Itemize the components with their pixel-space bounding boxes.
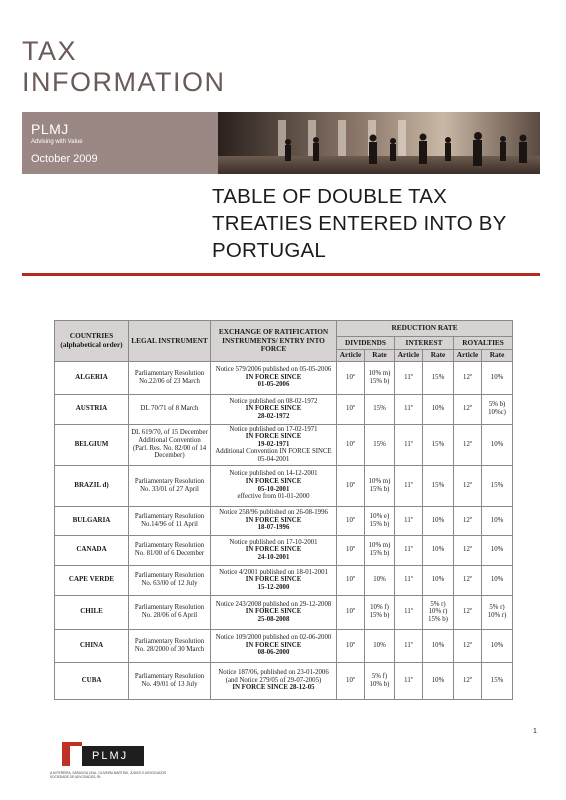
- interest-rate: 10%: [431, 546, 445, 554]
- header-exchange-ratification: EXCHANGE OF RATIFICATION INSTRUMENTS/ ENTRY INTO FORCE: [211, 321, 337, 362]
- country-cell: [55, 565, 129, 595]
- country-cell: [55, 535, 129, 565]
- interest-article-cell: [395, 629, 423, 662]
- dividends-rate-cell: [365, 565, 395, 595]
- country-name: BELGIUM: [74, 439, 109, 448]
- dividends-rate-cell: [365, 535, 395, 565]
- royalties-rate-cell: [482, 565, 513, 595]
- country-cell: [55, 506, 129, 535]
- document-title: [212, 183, 542, 264]
- dividends-article-cell: [337, 424, 365, 465]
- footer-logo: [50, 742, 210, 782]
- interest-article-cell: [395, 361, 423, 394]
- royalties-article: 12º: [463, 641, 472, 649]
- royalties-rate: 5% r): [489, 604, 505, 612]
- header-rate: Rate: [365, 350, 395, 362]
- interest-article-cell: [395, 535, 423, 565]
- interest-article-cell: [395, 465, 423, 506]
- royalties-article: 12º: [463, 373, 472, 381]
- header-countries: COUNTRIES (alphabetical order): [55, 321, 129, 362]
- legal-instrument-text: Parliamentary Resolution No.22/06 of 23 March: [134, 369, 205, 385]
- interest-rate: 10%: [431, 576, 445, 584]
- legal-instrument-cell: [129, 424, 211, 465]
- dividends-rate: 10% f): [370, 604, 389, 612]
- legal-instrument-cell: [129, 595, 211, 629]
- legal-instrument-text: DL 70/71 of 8 March: [140, 405, 199, 413]
- legal-instrument-cell: [129, 394, 211, 424]
- dividends-article: 10º: [346, 641, 355, 649]
- header-article: Article: [337, 350, 365, 362]
- in-force-text: IN FORCE SINCE: [245, 477, 302, 485]
- royalties-rate: 15%: [490, 676, 504, 684]
- royalties-article: 12º: [463, 576, 472, 584]
- exchange-cell: [211, 565, 337, 595]
- banner: [22, 112, 540, 174]
- table-row: [55, 535, 513, 565]
- notice-note: Additional Convention IN FORCE SINCE 05-04-2001: [215, 448, 332, 463]
- royalties-rate: 5% b): [488, 401, 506, 409]
- interest-article-cell: [395, 565, 423, 595]
- royalties-rate-cell: [482, 424, 513, 465]
- notice-text: Notice 187/06, published on 23-01-2006 (and Notice 279/05 of 29-07-2005): [218, 669, 329, 684]
- header-article: Article: [454, 350, 482, 362]
- in-force-text: 28-02-1972: [257, 412, 290, 420]
- table-row: [55, 361, 513, 394]
- dividends-rate: 10% b): [369, 680, 390, 688]
- royalties-article-cell: [454, 662, 482, 699]
- royalties-rate: 10%: [490, 576, 504, 584]
- dividends-rate: 15%: [373, 440, 386, 448]
- royalties-article: 12º: [463, 546, 472, 554]
- interest-article: 11º: [404, 576, 413, 584]
- exchange-cell: [211, 394, 337, 424]
- in-force-text: 15-12-2000: [257, 583, 290, 591]
- royalties-rate: 10%: [490, 516, 504, 524]
- banner-brand-panel: [22, 112, 218, 174]
- in-force-text: 05-10-2001: [257, 485, 290, 493]
- interest-rate: 10% r): [428, 608, 448, 616]
- dividends-article-cell: [337, 595, 365, 629]
- dividends-article: 10º: [346, 373, 355, 381]
- in-force-text: 19-02-1971: [257, 440, 290, 448]
- interest-rate: 10%: [431, 641, 445, 649]
- legal-instrument-cell: [129, 662, 211, 699]
- royalties-article-cell: [454, 535, 482, 565]
- in-force-text: IN FORCE SINCE: [245, 433, 302, 441]
- dividends-article: 10º: [346, 405, 355, 413]
- royalties-rate: 10% r): [487, 612, 507, 619]
- banner-photo: [218, 112, 540, 174]
- heading-line-tax: TAX: [22, 36, 78, 66]
- legal-instrument-cell: [129, 361, 211, 394]
- notice-text: Notice published on 14-12-2001: [229, 470, 318, 478]
- royalties-article-cell: [454, 361, 482, 394]
- header-rate: Rate: [423, 350, 454, 362]
- legal-instrument-text: Parliamentary Resolution No. 63/00 of 12 July: [134, 572, 205, 587]
- table-row: [55, 465, 513, 506]
- dividends-article-cell: [337, 535, 365, 565]
- dividends-rate-cell: [365, 394, 395, 424]
- notice-note: effective from 01-01-2000: [237, 493, 310, 501]
- royalties-rate-cell: [482, 506, 513, 535]
- country-name: CHINA: [79, 640, 104, 649]
- country-name: CAPE VERDE: [68, 575, 115, 584]
- exchange-cell: [211, 361, 337, 394]
- firm-line-2: SOCIEDADE DE ADVOGADOS, RL: [50, 775, 102, 779]
- heading-line-information: INFORMATION: [22, 67, 226, 97]
- royalties-article-cell: [454, 565, 482, 595]
- interest-rate-cell: [423, 394, 454, 424]
- interest-rate-cell: [423, 465, 454, 506]
- dividends-article: 10º: [346, 546, 355, 554]
- country-cell: [55, 465, 129, 506]
- interest-article-cell: [395, 595, 423, 629]
- in-force-text: 18-07-1996: [257, 524, 290, 532]
- in-force-text: IN FORCE SINCE: [245, 576, 302, 584]
- table-row: [55, 506, 513, 535]
- interest-rate-cell: [423, 629, 454, 662]
- exchange-cell: [211, 535, 337, 565]
- royalties-rate-cell: [482, 361, 513, 394]
- page-number: 1: [533, 728, 537, 735]
- interest-article: 11º: [404, 608, 413, 616]
- dividends-article-cell: [337, 361, 365, 394]
- document-title-line-1: TABLE OF DOUBLE TAX: [212, 185, 448, 208]
- dividends-rate: 15%: [373, 405, 386, 413]
- country-name: BULGARIA: [72, 515, 111, 524]
- interest-article: 11º: [404, 516, 413, 524]
- table-row: [55, 394, 513, 424]
- interest-article-cell: [395, 662, 423, 699]
- brand-tagline: Advising with Value: [31, 139, 83, 145]
- country-name: CANADA: [76, 545, 107, 554]
- notice-text: Notice 4/2001 published on 18-01-2001: [219, 568, 328, 576]
- royalties-rate-cell: [482, 465, 513, 506]
- interest-rate-cell: [423, 506, 454, 535]
- royalties-article-cell: [454, 506, 482, 535]
- royalties-rate: 10%: [490, 641, 504, 649]
- country-cell: [55, 361, 129, 394]
- dividends-rate-cell: [365, 662, 395, 699]
- royalties-rate: 15%: [490, 481, 504, 489]
- in-force-text: 08-06-2000: [257, 649, 290, 657]
- royalties-article-cell: [454, 465, 482, 506]
- in-force-text: IN FORCE SINCE: [245, 641, 302, 649]
- interest-rate: 5% r): [430, 600, 446, 608]
- royalties-article: 12º: [463, 676, 472, 684]
- royalties-rate-cell: [482, 629, 513, 662]
- legal-instrument-cell: [129, 629, 211, 662]
- dividends-article: 10º: [346, 608, 355, 616]
- legal-instrument-text: Parliamentary Resolution No. 49/01 of 13 July: [134, 672, 205, 688]
- table-body: [55, 361, 513, 699]
- country-cell: [55, 595, 129, 629]
- interest-rate: 15%: [431, 481, 445, 489]
- header-article: Article: [395, 350, 423, 362]
- dividends-article-cell: [337, 565, 365, 595]
- firm-name-fineprint: [50, 771, 250, 779]
- notice-text: Notice 258/96 published on 26-08-1996: [219, 509, 328, 517]
- document-title-line-3: PORTUGAL: [212, 239, 326, 262]
- notice-text: Notice published on 08-02-1972: [229, 397, 318, 405]
- exchange-cell: [211, 595, 337, 629]
- in-force-text: 24-10-2001: [257, 553, 290, 561]
- exchange-cell: [211, 629, 337, 662]
- dividends-rate-cell: [365, 465, 395, 506]
- tax-information-heading: [22, 36, 322, 98]
- dividends-rate-cell: [365, 506, 395, 535]
- dividends-article-cell: [337, 662, 365, 699]
- dividends-article: 10º: [346, 516, 355, 524]
- in-force-text: 01-05-2006: [257, 381, 290, 389]
- logo-mark: [62, 742, 82, 766]
- in-force-text: IN FORCE SINCE: [245, 373, 302, 381]
- notice-text: Notice published on 17-10-2001: [229, 538, 318, 546]
- legal-instrument-text: Parliamentary Resolution No. 28/2000 of 30 March: [134, 637, 205, 653]
- title-divider: [22, 273, 540, 276]
- interest-rate-cell: [423, 361, 454, 394]
- issue-date: October 2009: [31, 153, 98, 165]
- header-royalties: ROYALTIES: [454, 337, 513, 350]
- interest-rate: 10%: [431, 676, 445, 684]
- table-row: [55, 424, 513, 465]
- dividends-rate: 5% f): [371, 672, 388, 680]
- dividends-article: 10º: [346, 481, 355, 489]
- royalties-article-cell: [454, 629, 482, 662]
- table-row: [55, 629, 513, 662]
- interest-rate: 10%: [431, 405, 445, 413]
- interest-article: 11º: [404, 440, 413, 448]
- interest-rate: 15%: [431, 373, 445, 381]
- legal-instrument-text: DL 619/70, of 15 December Additional Convention (Parl. Res. No. 82/00 of 14 December): [131, 429, 208, 460]
- royalties-article: 12º: [463, 608, 472, 616]
- interest-article: 11º: [404, 641, 413, 649]
- dividends-rate: 10% e): [369, 512, 390, 520]
- royalties-article: 12º: [463, 481, 472, 489]
- dividends-rate: 10%: [373, 641, 386, 649]
- interest-rate: 15% b): [428, 615, 448, 623]
- dividends-rate: 10% m): [368, 542, 391, 550]
- interest-article-cell: [395, 424, 423, 465]
- royalties-article-cell: [454, 394, 482, 424]
- royalties-article-cell: [454, 595, 482, 629]
- dividends-rate-cell: [365, 595, 395, 629]
- interest-article: 11º: [404, 481, 413, 489]
- royalties-rate-cell: [482, 394, 513, 424]
- country-name: CUBA: [81, 675, 102, 684]
- exchange-cell: [211, 465, 337, 506]
- interest-article: 11º: [404, 546, 413, 554]
- header-interest: INTEREST: [395, 337, 454, 350]
- interest-rate-cell: [423, 535, 454, 565]
- dividends-article-cell: [337, 465, 365, 506]
- dividends-rate: 15% b): [369, 377, 390, 385]
- in-force-text: IN FORCE SINCE: [245, 546, 302, 554]
- dividends-rate-cell: [365, 424, 395, 465]
- notice-text: Notice 109/2000 published on 02-06-2000: [215, 634, 332, 642]
- royalties-article: 12º: [463, 516, 472, 524]
- dividends-article: 10º: [346, 440, 355, 448]
- notice-text: Notice 579/2006 published on 05-05-2006: [215, 366, 332, 374]
- country-name: ALGERIA: [75, 372, 108, 381]
- royalties-article: 12º: [463, 440, 472, 448]
- table-row: [55, 662, 513, 699]
- royalties-article-cell: [454, 424, 482, 465]
- dividends-article: 10º: [346, 676, 355, 684]
- dividends-rate: 15% b): [369, 485, 390, 493]
- country-name: AUSTRIA: [75, 404, 108, 413]
- dividends-rate: 15% b): [369, 520, 390, 528]
- legal-instrument-cell: [129, 565, 211, 595]
- country-cell: [55, 662, 129, 699]
- exchange-cell: [211, 662, 337, 699]
- table-row: [55, 565, 513, 595]
- dividends-article-cell: [337, 394, 365, 424]
- notice-text: Notice published on 17-02-1971: [229, 425, 318, 433]
- legal-instrument-text: Parliamentary Resolution No.14/96 of 11 April: [134, 512, 205, 528]
- document-title-line-2: TREATIES ENTERED INTO BY: [212, 212, 507, 235]
- interest-rate: 10%: [431, 516, 445, 524]
- interest-rate: 15%: [431, 440, 445, 448]
- dividends-article-cell: [337, 506, 365, 535]
- dividends-article: 10º: [346, 576, 355, 584]
- exchange-cell: [211, 506, 337, 535]
- country-cell: [55, 394, 129, 424]
- in-force-text: IN FORCE SINCE: [245, 405, 302, 413]
- exchange-cell: [211, 424, 337, 465]
- interest-rate-cell: [423, 662, 454, 699]
- royalties-rate: 10%: [490, 546, 504, 554]
- legal-instrument-text: Parliamentary Resolution No. 33/01 of 27 April: [134, 477, 205, 493]
- in-force-text: IN FORCE SINCE: [245, 516, 302, 524]
- interest-article: 11º: [404, 405, 413, 413]
- dividends-rate: 15% b): [369, 550, 390, 557]
- country-name: BRAZIL d): [74, 480, 109, 489]
- royalties-rate-cell: [482, 595, 513, 629]
- dividends-rate: 10% m): [368, 369, 391, 377]
- firm-line: A.M.PEREIRA, SÁRAGGA LEAL, OLIVEIRA MARTINS, JÚDICE E ASSOCIADOS: [50, 771, 167, 775]
- header-rate: Rate: [482, 350, 513, 362]
- header-dividends: DIVIDENDS: [337, 337, 395, 350]
- royalties-article: 12º: [463, 405, 472, 413]
- in-force-text: IN FORCE SINCE: [245, 608, 302, 616]
- dividends-rate-cell: [365, 629, 395, 662]
- royalties-rate-cell: [482, 662, 513, 699]
- interest-article-cell: [395, 506, 423, 535]
- royalties-rate-cell: [482, 535, 513, 565]
- country-name: CHILE: [80, 607, 103, 616]
- double-tax-treaty-table: [54, 320, 513, 700]
- in-force-text: IN FORCE SINCE 28-12-05: [232, 684, 315, 692]
- royalties-rate: 10%: [490, 373, 504, 381]
- notice-text: Notice 243/2008 published on 29-12-2008: [215, 600, 332, 608]
- interest-article: 11º: [404, 676, 413, 684]
- interest-article-cell: [395, 394, 423, 424]
- airport-crowd-image: [218, 112, 540, 174]
- interest-rate-cell: [423, 595, 454, 629]
- legal-instrument-text: Parliamentary Resolution No. 28/06 of 6 April: [134, 604, 205, 619]
- legal-instrument-cell: [129, 506, 211, 535]
- dividends-rate: 15% b): [369, 612, 390, 619]
- interest-rate-cell: [423, 565, 454, 595]
- country-cell: [55, 424, 129, 465]
- legal-instrument-cell: [129, 535, 211, 565]
- legal-instrument-text: Parliamentary Resolution No. 81/00 of 6 December: [134, 542, 205, 557]
- header-legal-instrument: LEGAL INSTRUMENT: [129, 321, 211, 362]
- dividends-article-cell: [337, 629, 365, 662]
- in-force-text: 25-08-2008: [257, 615, 290, 623]
- dividends-rate: 10%: [373, 576, 386, 584]
- legal-instrument-cell: [129, 465, 211, 506]
- royalties-rate: 10%c): [488, 409, 506, 416]
- table-row: [55, 595, 513, 629]
- interest-article: 11º: [404, 373, 413, 381]
- dividends-rate: 10% m): [368, 477, 391, 485]
- interest-rate-cell: [423, 424, 454, 465]
- header-reduction-rate: REDUCTION RATE: [337, 321, 513, 337]
- logo-wordmark: PLMJ: [92, 750, 129, 762]
- brand-name: PLMJ: [31, 121, 69, 137]
- country-cell: [55, 629, 129, 662]
- dividends-rate-cell: [365, 361, 395, 394]
- royalties-rate: 10%: [490, 440, 504, 448]
